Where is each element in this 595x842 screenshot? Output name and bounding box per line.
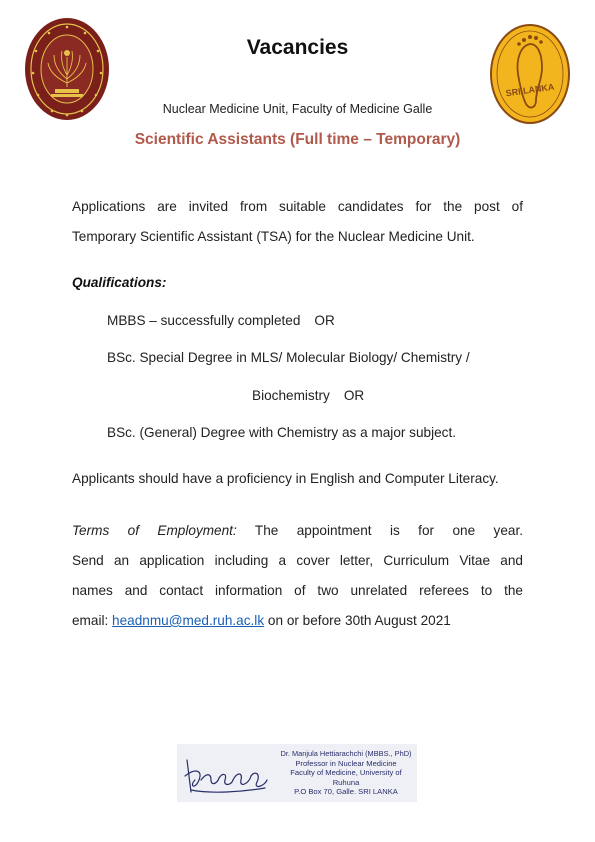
email-link[interactable]: headnmu@med.ruh.ac.lk [112, 613, 265, 628]
qualifications-heading: Qualifications: [72, 275, 167, 290]
signature-stamp [177, 744, 417, 802]
qualification-text: BSc. (General) Degree with Chemistry as a major subject. [107, 425, 457, 440]
terms-line-3: names and contact information of two unrelated referees to the [72, 583, 523, 598]
terms-line-1 [72, 516, 523, 546]
signatory-name: Dr. Manjula Hettiarachchi (MBBS., PhD) [280, 749, 412, 758]
qualification-item [107, 350, 470, 365]
emblem-text: SRI LANKA [505, 81, 555, 99]
qualification-text: Biochemistry [252, 388, 330, 403]
terms-line-2: Send an application including a cover letter, Curriculum Vitae and [72, 553, 523, 568]
signatory-title: Professor in Nuclear Medicine [295, 758, 397, 768]
proficiency-text: Applicants should have a proficiency in English and Computer Literacy. [72, 471, 499, 486]
qualification-item [107, 425, 456, 440]
qualification-item [107, 313, 335, 328]
terms-label: Terms of Employment: [72, 523, 237, 538]
signatory-address: P.O Box 70, Galle. SRI LANKA [294, 787, 398, 797]
qualification-item [252, 388, 364, 403]
qualification-or: OR [343, 388, 365, 403]
post-heading: Scientific Assistants (Full time – Temporary) [134, 131, 461, 148]
terms-paragraph [72, 516, 523, 636]
terms-text: The appointment is for one year. [254, 523, 523, 538]
signatory-faculty: Faculty of Medicine, University of Ruhuna [290, 768, 402, 787]
page-title: Vacancies [246, 36, 349, 59]
deadline-text: on or before 30th August 2021 [267, 613, 451, 628]
email-prefix: email: [72, 613, 109, 628]
intro-line-2: Temporary Scientific Assistant (TSA) for the Nuclear Medicine Unit. [72, 229, 475, 244]
intro-paragraph [72, 192, 523, 252]
qualification-text: MBBS – successfully completed [107, 313, 301, 328]
qualification-text: BSc. Special Degree in MLS/ Molecular Biology/ Chemistry / [107, 350, 470, 365]
signature-details [277, 749, 415, 797]
unit-subtitle: Nuclear Medicine Unit, Faculty of Medicine Galle [162, 102, 433, 116]
intro-line-1: Applications are invited from suitable candidates for the post of [72, 199, 523, 214]
handwritten-signature-icon [181, 750, 271, 798]
qualification-or: OR [314, 313, 335, 328]
terms-line-4 [72, 613, 451, 628]
